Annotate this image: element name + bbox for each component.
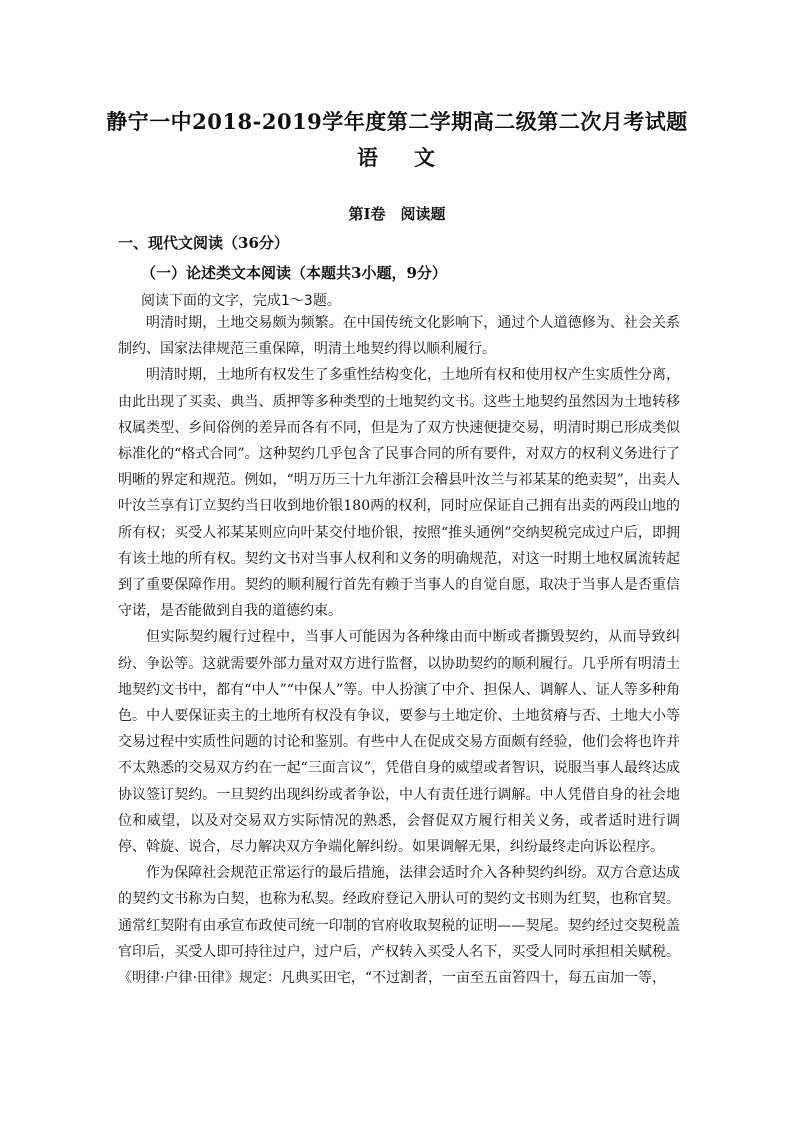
exam-title: 静宁一中2018-2019学年度第二学期高二级第二次月考试题 <box>106 109 688 134</box>
reading-passage <box>118 310 680 991</box>
subject-title-right: 文 <box>414 145 437 170</box>
passage-paragraph: 明清时期，土地交易颇为频繁。在中国传统文化影响下，通过个人道德修为、社会关系制约、国家法律规范三重保障，明清土地契约得以顺利履行。 <box>118 315 680 358</box>
subject-title-left: 语 <box>357 145 380 170</box>
section-title: 一、现代文阅读（36分） <box>118 234 289 252</box>
passage-paragraph: 明清时期，土地所有权发生了多重性结构变化，土地所有权和使用权产生实质性分离，由此出现了买卖、典当、质押等多种类型的土地契约文书。这些土地契约虽然因为土地转移权属类型、乡间俗例的差异而各有不同，但是为了双方快速便捷交易，明清时期已形成类似标准化的“格式合同”。这种契约几乎包含了民事合同的所有要件，对双方的权利义务进行了明晰的界定和规范。例如，“明万历三十九年浙江会稽县叶汝兰与祁某某的绝卖契”，出卖人叶汝兰享有订立契约当日收到地价银180两的权利，同时应保证自己拥有出卖的两段山地的所有权；买受人祁某某则应向叶某交付地价银，按照“推头通例”交纳契税完成过户后，即拥有该土地的所有权。契约文书对当事人权利和义务的明确规范，对这一时期土地权属流转起到了重要保障作用。契约的顺利履行首先有赖于当事人的自觉自愿，取决于当事人是否重信守诺，是否能做到自我的道德约束。 <box>118 367 680 620</box>
part-title: 第Ⅰ卷 阅读题 <box>348 205 446 223</box>
passage-paragraph: 但实际契约履行过程中，当事人可能因为各种缘由而中断或者撕毁契约，从而导致纠纷、争讼等。这就需要外部力量对双方进行监督，以协助契约的顺利履行。几乎所有明清土地契约文书中，都有“中人”“中保人”等。中人扮演了中介、担保人、调解人、证人等多种角色。中人要保证卖主的土地所有权没有争议，要参与土地定价、土地贫瘠与否、土地大小等交易过程中实质性问题的讨论和鉴别。有些中人在促成交易方面颇有经验，他们会将也许并不太熟悉的交易双方约在一起“三面言议”，凭借自身的威望或者智识，说服当事人最终达成协议签订契约。一旦契约出现纠纷或者争讼，中人有责任进行调解。中人凭借自身的社会地位和威望，以及对交易双方实际情况的熟悉，会督促双方履行相关义务，或者适时进行调停、斡旋、说合，尽力解决双方争端化解纠纷。如果调解无果，纠纷最终走向诉讼程序。 <box>118 629 680 856</box>
passage-paragraph: 作为保障社会规范正常运行的最后措施，法律会适时介入各种契约纠纷。双方合意达成的契约文书称为白契，也称为私契。经政府登记入册认可的契约文书则为红契，也称官契。通常红契附有由承宣布政使司统一印制的官府收取契税的证明——契尾。契约经过交契税盖官印后，买受人即可持往过户，过户后，产权转入买受人名下，买受人同时承担相关赋税。《明律·户律·田律》规定：凡典买田宅，“不过割者，一亩至五亩笞四十，每五亩加一等， <box>118 865 680 987</box>
subject-title <box>0 142 794 172</box>
reading-instruction: 阅读下面的文字，完成1～3题。 <box>141 293 341 309</box>
subsection-title: （一）论述类文本阅读（本题共3小题，9分） <box>141 264 447 282</box>
